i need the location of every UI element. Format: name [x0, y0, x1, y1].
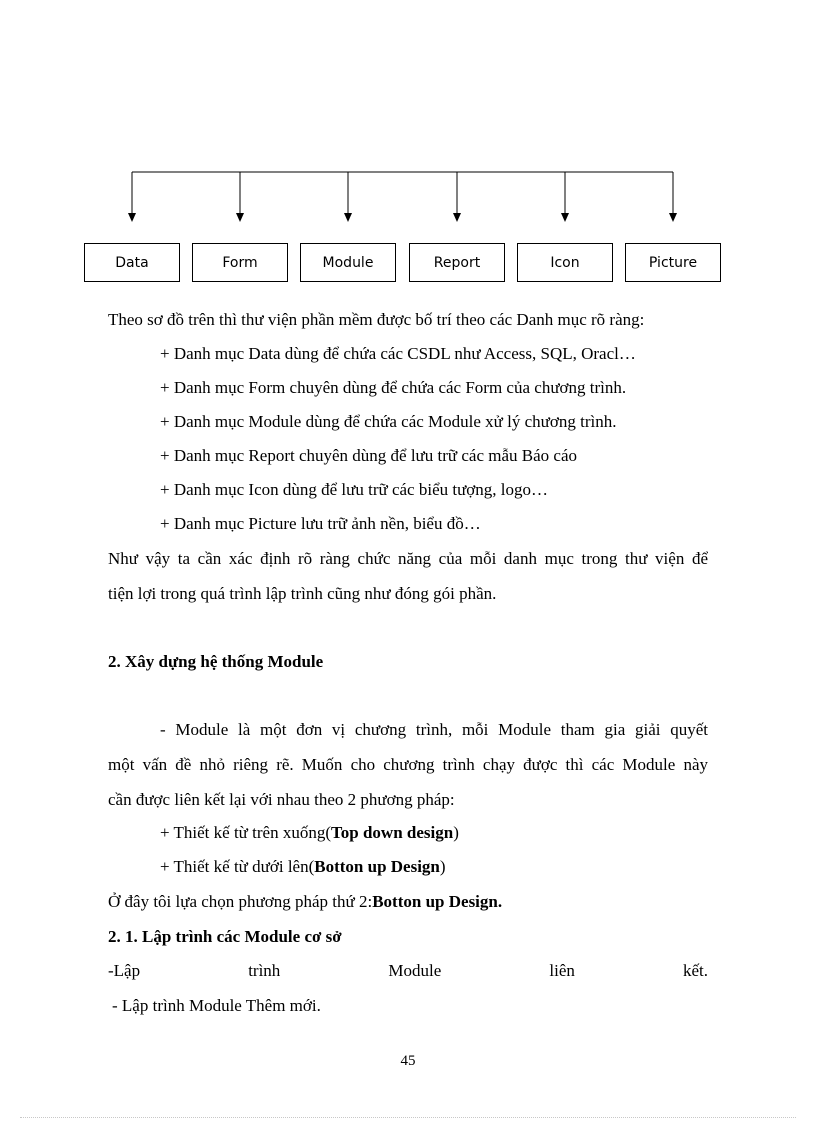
diagram-box: Report	[409, 243, 505, 282]
list-item-module: + Danh mục Module dùng để chứa các Module xử lý chương trình.	[160, 412, 617, 431]
method-bottom-up-name: Botton up Design	[314, 857, 440, 876]
list-item-data: + Danh mục Data dùng để chứa các CSDL như Access, SQL, Oracl…	[160, 344, 636, 363]
diagram-box: Module	[300, 243, 396, 282]
method-top-down-prefix: + Thiết kế từ trên xuống(	[160, 823, 331, 842]
intro-text: Theo sơ đồ trên thì thư viện phần mềm được bố trí theo các Danh mục rõ ràng:	[108, 310, 645, 329]
list-item-form: + Danh mục Form chuyên dùng để chứa các Form của chương trình.	[160, 378, 627, 397]
page-number: 45	[400, 1053, 416, 1069]
method-top-down-name: Top down design	[330, 823, 454, 842]
method-choice	[108, 892, 502, 912]
footer-divider	[20, 1117, 796, 1118]
diagram-connectors	[128, 172, 677, 222]
spread-word: kết.	[682, 961, 708, 980]
section-title: 2. Xây dựng hệ thống Module	[108, 652, 324, 671]
method-bottom-up-prefix: + Thiết kế từ dưới lên(	[160, 857, 315, 876]
subsection-title: 2. 1. Lập trình các Module cơ sở	[108, 927, 342, 946]
arrow-down-icon	[344, 213, 352, 222]
arrow-down-icon	[236, 213, 244, 222]
arrow-down-icon	[561, 213, 569, 222]
category-diagram	[0, 0, 816, 240]
method-choice-prefix: Ở đây tôi lựa chọn phương pháp thứ 2:	[108, 892, 373, 911]
list-item-report: + Danh mục Report chuyên dùng để lưu trữ các mẫu Báo cáo	[160, 446, 577, 465]
summary-line-2: tiện lợi trong quá trình lập trình cũng như đóng gói phần.	[108, 584, 497, 603]
method-choice-name: Botton up Design.	[372, 892, 503, 911]
spread-word: -Lập	[108, 961, 141, 980]
arrow-down-icon	[128, 213, 136, 222]
arrow-down-icon	[669, 213, 677, 222]
method-bottom-up-suffix: )	[439, 857, 446, 876]
diagram-box: Picture	[625, 243, 721, 282]
method-top-down-suffix: )	[453, 823, 459, 842]
para-line-2: một vấn đề nhỏ riêng rẽ. Muốn cho chương trình chạy được thì các Module này	[108, 755, 708, 774]
method-top-down	[160, 823, 459, 843]
diagram-box: Data	[84, 243, 180, 282]
para-line-1: - Module là một đơn vị chương trình, mỗi Module tham gia giải quyết	[160, 720, 708, 739]
spread-word: Module	[388, 961, 442, 980]
list-item-picture: + Danh mục Picture lưu trữ ảnh nền, biểu đồ…	[160, 514, 481, 533]
list-item-icon: + Danh mục Icon dùng để lưu trữ các biểu tượng, logo…	[160, 480, 549, 499]
spread-word: liên	[549, 961, 575, 980]
diagram-box: Icon	[517, 243, 613, 282]
para-line-3: cần được liên kết lại với nhau theo 2 phương pháp:	[108, 790, 455, 809]
diagram-box: Form	[192, 243, 288, 282]
spread-word: trình	[248, 961, 281, 980]
summary-line-1: Như vậy ta cần xác định rõ ràng chức năng của mỗi danh mục trong thư viện để	[108, 549, 708, 568]
spread-line	[108, 961, 708, 981]
method-bottom-up	[160, 857, 446, 877]
last-line: - Lập trình Module Thêm mới.	[112, 996, 321, 1015]
arrow-down-icon	[453, 213, 461, 222]
